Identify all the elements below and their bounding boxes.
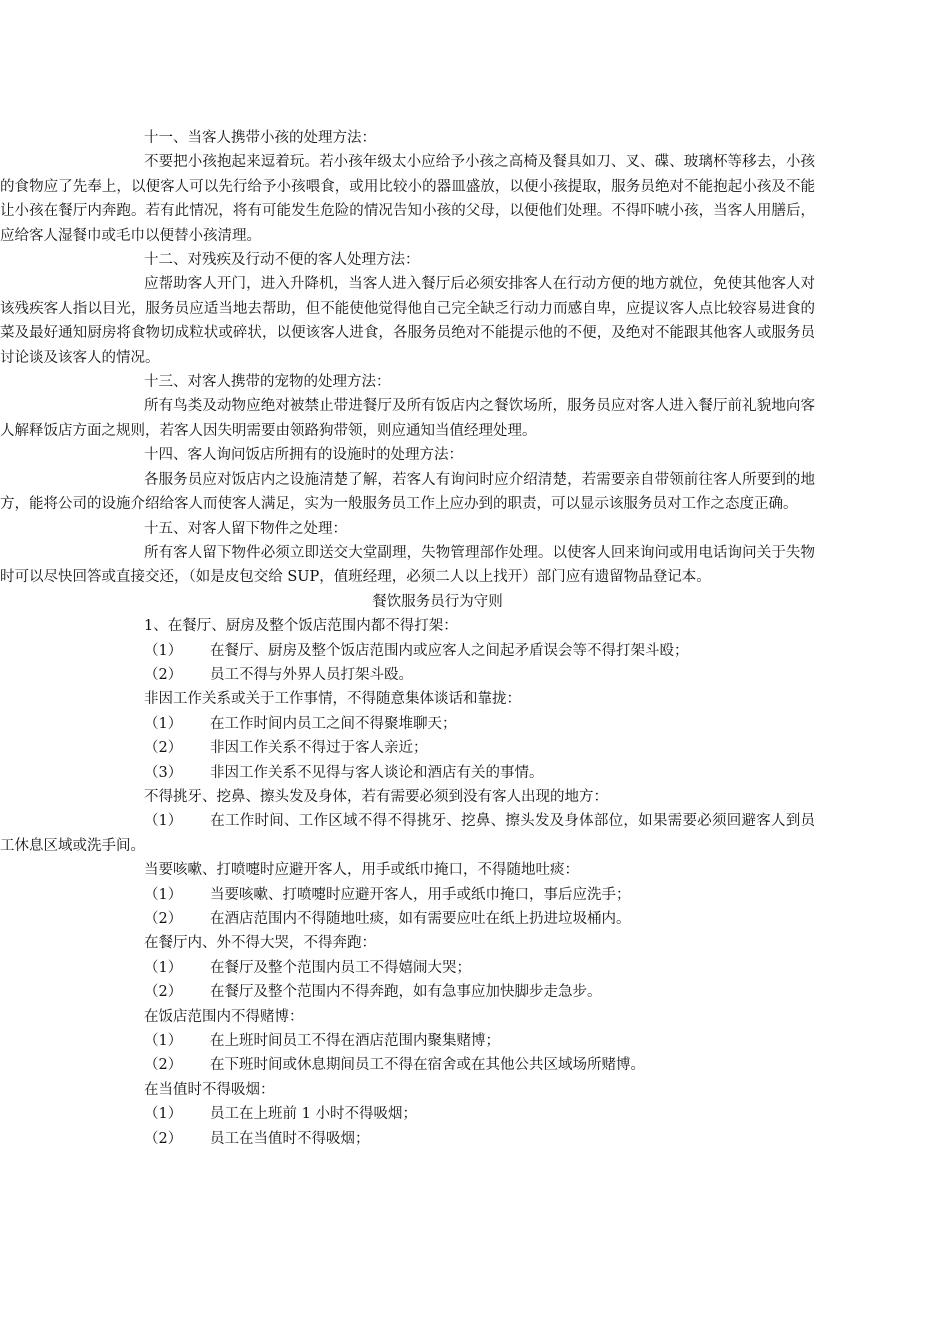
section-heading: 十三、对客人携带的宠物的处理方法： (144, 374, 391, 391)
rule-item-text: 非因工作关系不得过于客人亲近； (210, 740, 428, 757)
rule-item (0, 663, 815, 687)
rule-item-number: （2） (144, 984, 183, 1001)
rule-item-text: 在下班时间或休息期间员工不得在宿舍或在其他公共区域场所赌博。 (210, 1057, 645, 1074)
rule-item-number: （2） (144, 1130, 183, 1147)
rule-item-text: 员工在当值时不得吸烟； (210, 1130, 370, 1147)
rule-item (0, 883, 815, 907)
rule-item-text: 在餐厅及整个范围内员工不得嬉闹大哭； (210, 959, 471, 976)
rule-item (0, 809, 815, 858)
section-body: 应帮助客人开门，进入升降机，当客人进入餐厅后必须安排客人在行动方便的地方就位，免使其他客人对该残疾客人指以目光，服务员应适当地去帮助，但不能使他觉得他自己完全缺乏行动力而感自卑，应提议客人点比较容易进食的菜及最好通知厨房将食物切成粒状或碎状，以便该客人进食，各服务员绝对不能提示他的不便，及绝对不能跟其他客人或服务员讨论谈及该客人的情况。 (0, 276, 815, 366)
rule-item-number: （1） (144, 1106, 183, 1123)
rule-item-number: （2） (144, 1057, 183, 1074)
rule-item (0, 1127, 815, 1151)
rule-item-text: 员工在上班前 1 小时不得吸烟； (210, 1106, 417, 1123)
rule-item-number: （2） (144, 740, 183, 757)
rule-heading: 在餐厅内、外不得大哭，不得奔跑： (144, 935, 376, 952)
section-body: 各服务员应对饭店内之设施清楚了解，若客人有询问时应介绍清楚，若需要亲自带领前往客人所要到的地方，能将公司的设施介绍给客人而使客人满足，实为一般服务员工作上应办到的职责，可以显示该服务员对工作之态度正确。 (0, 471, 815, 513)
rule-item-text: 员工不得与外界人员打架斗殴。 (210, 666, 413, 683)
rule-item (0, 1029, 815, 1053)
rule-item-text: 在工作时间、工作区域不得不得挑牙、挖鼻、擦头发及身体部位，如果需要必须回避客人到员工休息区域或洗手间。 (0, 813, 815, 854)
rule-heading: 在饭店范围内不得赌博： (144, 1008, 304, 1025)
section-body: 所有客人留下物件必须立即送交大堂副理，失物管理部作处理。以使客人回来询问或用电话询问关于失物时可以尽快回答或直接交还，（如是皮包交给 SUP，值班经理，必须二人以上找开）部门应有遗留物品登记本。 (0, 544, 815, 586)
section-heading: 十一、当客人携带小孩的处理方法： (144, 130, 376, 146)
rule-item-text: 在工作时间内员工之间不得聚堆聊天； (210, 715, 457, 732)
rule-item (0, 907, 815, 931)
rule-item-number: （2） (144, 666, 183, 683)
rule-item (0, 712, 815, 736)
rule-item (0, 736, 815, 760)
rule-item-text: 当要咳嗽、打喷嚏时应避开客人，用手或纸巾掩口，事后应洗手； (210, 886, 631, 903)
rule-item-number: （1） (144, 886, 183, 903)
rule-heading: 非因工作关系或关于工作事情，不得随意集体谈话和靠拢： (144, 691, 521, 708)
section-heading: 十二、对残疾及行动不便的客人处理方法： (144, 252, 420, 269)
rule-item-number: （1） (144, 813, 183, 830)
rule-item-text: 在餐厅及整个范围内不得奔跑，如有急事应加快脚步走急步。 (210, 984, 602, 1001)
rule-item-number: （1） (144, 642, 183, 659)
rule-item-text: 在酒店范围内不得随地吐痰，如有需要应吐在纸上扔进垃圾桶内。 (210, 911, 631, 927)
rule-item (0, 1102, 815, 1126)
rule-heading: 不得挑牙、挖鼻、擦头发及身体，若有需要必须到没有客人出现的地方： (144, 788, 608, 805)
rule-item-number: （1） (144, 959, 183, 976)
rule-item-number: （1） (144, 715, 183, 732)
rule-item-number: （1） (144, 1033, 183, 1050)
rule-heading: 1、在餐厅、厨房及整个饭店范围内都不得打架： (144, 618, 458, 635)
section-heading: 十五、对客人留下物件之处理： (144, 520, 347, 537)
rule-item (0, 639, 815, 663)
section-body: 不要把小孩抱起来逗着玩。若小孩年级太小应给予小孩之高椅及餐具如刀、叉、碟、玻璃杯等移去，小孩的食物应了先奉上，以便客人可以先行给予小孩喂食，或用比较小的器皿盛放，以便小孩提取，服务员绝对不能抱起小孩及不能让小孩在餐厅内奔跑。若有此情况，将有可能发生危险的情况告知小孩的父母，以便他们处理。不得吓唬小孩，当客人用膳后，应给客人湿餐巾或毛巾以便替小孩清理。 (0, 154, 815, 244)
document-title: 餐饮服务员行为守则 (372, 593, 503, 610)
rule-item-text: 非因工作关系不见得与客人谈论和酒店有关的事情。 (210, 764, 544, 781)
section-body: 所有鸟类及动物应绝对被禁止带进餐厅及所有饭店内之餐饮场所，服务员应对客人进入餐厅前礼貌地向客人解释饭店方面之规则，若客人因失明需要由领路狗带领，则应通知当值经理处理。 (0, 398, 815, 439)
rule-item-text: 在上班时间员工不得在酒店范围内聚集赌博； (210, 1033, 500, 1050)
rule-item-text: 在餐厅、厨房及整个饭店范围内或应客人之间起矛盾误会等不得打架斗殴； (210, 642, 689, 659)
rule-item (0, 761, 815, 785)
rule-item-number: （3） (144, 764, 183, 781)
rule-heading: 当要咳嗽、打喷嚏时应避开客人，用手或纸巾掩口，不得随地吐痰： (144, 862, 579, 879)
rule-item (0, 980, 815, 1004)
rule-heading: 在当值时不得吸烟： (144, 1081, 275, 1098)
rule-item (0, 1053, 815, 1077)
rule-item-number: （2） (144, 911, 183, 927)
section-heading: 十四、客人询问饭店所拥有的设施时的处理方法： (144, 447, 463, 464)
document-body (0, 126, 815, 1151)
rule-item (0, 956, 815, 980)
